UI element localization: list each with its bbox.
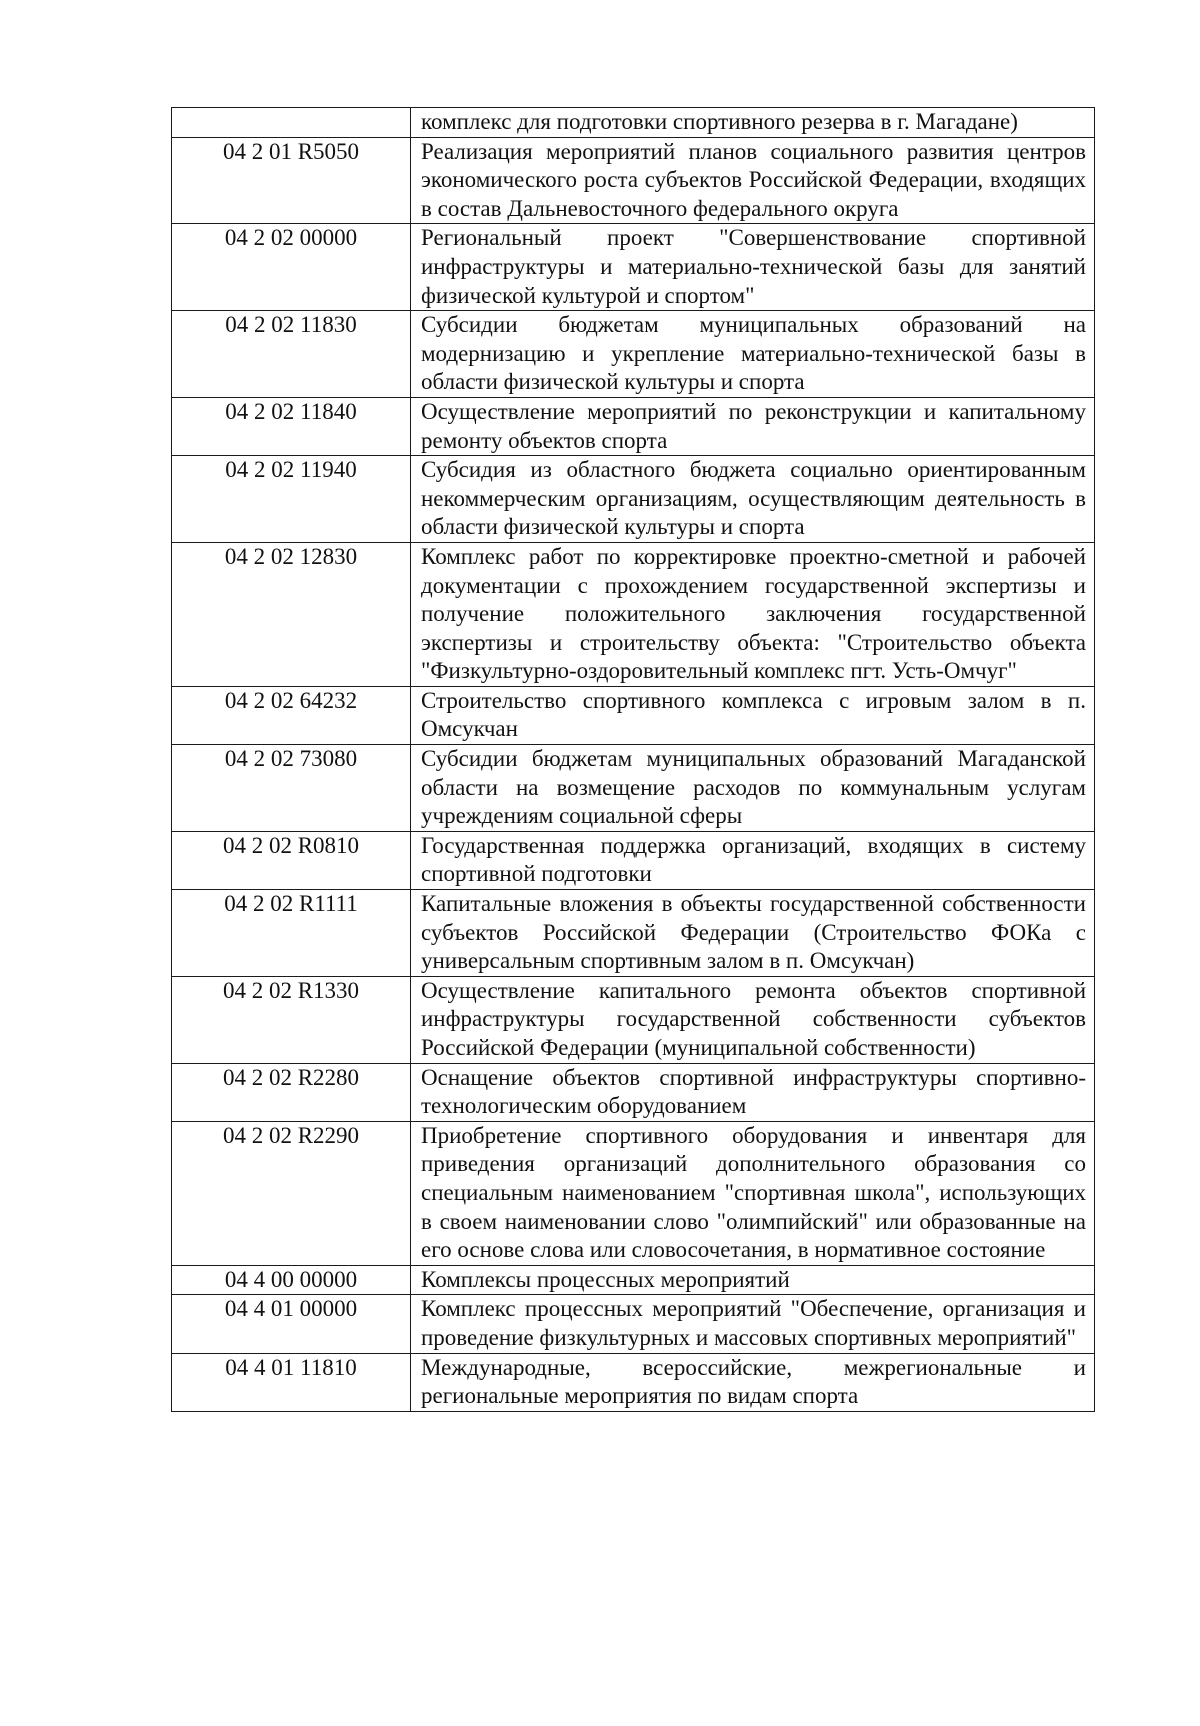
table-row	[172, 137, 1095, 224]
item-description: комплекс для подготовки спортивного резерва в г. Магадане)	[411, 108, 1095, 138]
table-row	[172, 686, 1095, 744]
table-body	[172, 108, 1095, 1412]
table-row	[172, 456, 1095, 543]
item-description: Реализация мероприятий планов социального развития центров экономического роста субъектов Российской Федерации, входящих в состав Дальневосточного федерального округа	[411, 137, 1095, 224]
item-description: Осуществление капитального ремонта объектов спортивной инфраструктуры государственной собственности субъектов Российской Федерации (муниципальной собственности)	[411, 976, 1095, 1063]
item-description: Международные, всероссийские, межрегиональные и региональные мероприятия по видам спорта	[411, 1353, 1095, 1411]
classification-code: 04 2 02 00000	[172, 224, 411, 311]
table-row	[172, 224, 1095, 311]
classification-code: 04 2 02 R2290	[172, 1121, 411, 1265]
classification-code: 04 2 02 64232	[172, 686, 411, 744]
table-row	[172, 1265, 1095, 1295]
classification-code: 04 2 02 12830	[172, 542, 411, 686]
classification-code: 04 2 02 11830	[172, 311, 411, 398]
item-description: Субсидии бюджетам муниципальных образований Магаданской области на возмещение расходов по коммунальным услугам учреждениям социальной сферы	[411, 745, 1095, 832]
table-row	[172, 976, 1095, 1063]
item-description: Капитальные вложения в объекты государственной собственности субъектов Российской Федерации (Строительство ФОКа с универсальным спортивным залом в п. Омсукчан)	[411, 890, 1095, 977]
table-row	[172, 831, 1095, 889]
item-description: Государственная поддержка организаций, входящих в систему спортивной подготовки	[411, 831, 1095, 889]
classification-code: 04 2 02 11940	[172, 456, 411, 543]
item-description: Осуществление мероприятий по реконструкции и капитальному ремонту объектов спорта	[411, 397, 1095, 455]
budget-classification-table	[171, 107, 1095, 1412]
classification-code: 04 4 01 11810	[172, 1353, 411, 1411]
table-row	[172, 1121, 1095, 1265]
item-description: Региональный проект "Совершенствование спортивной инфраструктуры и материально-технической базы для занятий физической культурой и спортом"	[411, 224, 1095, 311]
table-row	[172, 311, 1095, 398]
table-row	[172, 890, 1095, 977]
table-row	[172, 1063, 1095, 1121]
table-row	[172, 397, 1095, 455]
classification-code	[172, 108, 411, 138]
classification-code: 04 4 01 00000	[172, 1295, 411, 1353]
table-row	[172, 542, 1095, 686]
item-description: Оснащение объектов спортивной инфраструктуры спортивно-технологическим оборудованием	[411, 1063, 1095, 1121]
table-row	[172, 1353, 1095, 1411]
classification-code: 04 2 02 R0810	[172, 831, 411, 889]
item-description: Субсидия из областного бюджета социально ориентированным некоммерческим организациям, осуществляющим деятельность в области физической культуры и спорта	[411, 456, 1095, 543]
classification-code: 04 2 02 73080	[172, 745, 411, 832]
classification-code: 04 2 02 11840	[172, 397, 411, 455]
table-row	[172, 745, 1095, 832]
classification-code: 04 4 00 00000	[172, 1265, 411, 1295]
classification-code: 04 2 02 R1111	[172, 890, 411, 977]
item-description: Приобретение спортивного оборудования и инвентаря для приведения организаций дополнительного образования со специальным наименованием "спортивная школа", использующих в своем наименовании слово "олимпийский" или образованные на его основе слова или словосочетания, в нормативное состояние	[411, 1121, 1095, 1265]
item-description: Комплекс процессных мероприятий "Обеспечение, организация и проведение физкультурных и массовых спортивных мероприятий"	[411, 1295, 1095, 1353]
classification-code: 04 2 02 R2280	[172, 1063, 411, 1121]
table-row	[172, 1295, 1095, 1353]
classification-code: 04 2 01 R5050	[172, 137, 411, 224]
classification-code: 04 2 02 R1330	[172, 976, 411, 1063]
table-row	[172, 108, 1095, 138]
item-description: Субсидии бюджетам муниципальных образований на модернизацию и укрепление материально-технической базы в области физической культуры и спорта	[411, 311, 1095, 398]
item-description: Комплекс работ по корректировке проектно-сметной и рабочей документации с прохождением государственной экспертизы и получение положительного заключения государственной экспертизы и строительству объекта: "Строительство объекта "Физкультурно-оздоровительный комплекс пгт. Усть-Омчуг"	[411, 542, 1095, 686]
item-description: Строительство спортивного комплекса с игровым залом в п. Омсукчан	[411, 686, 1095, 744]
item-description: Комплексы процессных мероприятий	[411, 1265, 1095, 1295]
